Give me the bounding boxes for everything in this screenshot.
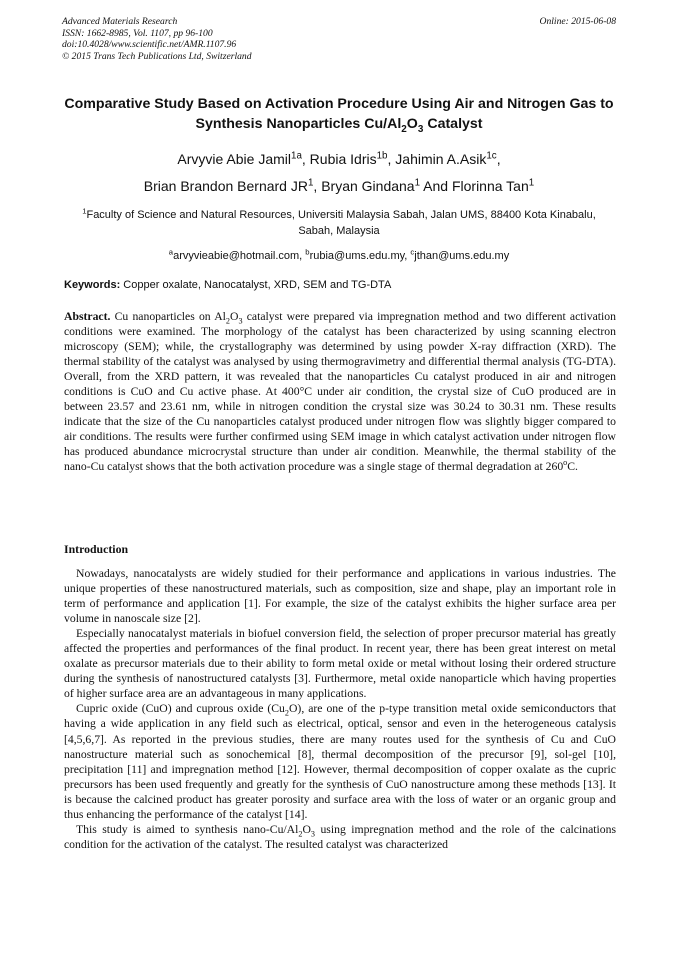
paragraph: Nowadays, nanocatalysts are widely studied for their performance and applications in various industries. The unique properties of these nanostructured materials, such as composition, size and shape, play an important role in term of performance and application [1]. For example, the size of the catalyst exhibits the higher surface area per volume in nanoscale size [2]. xyxy=(64,567,616,626)
journal-name: Advanced Materials Research xyxy=(62,16,178,27)
paragraph-text: using impregnation method and the role of the calcinations condition for the activation of the catalyst. The resulted catalyst was characterized xyxy=(64,822,617,851)
author-list xyxy=(30,146,648,200)
author-name: And Florinna Tan xyxy=(420,178,529,194)
degree-mark: o xyxy=(563,458,568,468)
author-affil-mark: 1 xyxy=(414,177,421,189)
keywords xyxy=(64,278,618,293)
section-heading-introduction: Introduction xyxy=(64,542,129,556)
author-name: Arvyvie Abie Jamil xyxy=(177,151,291,167)
abstract xyxy=(64,309,616,474)
author-affil-mark: 1 xyxy=(307,177,314,189)
paragraph-text: O), are one of the p-type transition metal oxide semiconductors that having a wide application in any field such as electrical, optical, sensor and even in the heterogeneous catalysis [4,5,6,7]. As reported in the previous studies, there are many routes used for the synthesis of Cu and CuO nanostructure material such as sonochemical [8], thermal decomposition of the precursor [9], sol-gel [10], precipitation [11] and impregnation method [12]. However, thermal decomposition of copper oxalate as the cupric precursors has been used frequently and greatly for the synthesis of CuO nanostructure among these methods [13]. It is because the calcined product has greater porosity and surface area with the loss of water or an organic group and thus enhancing the performance of the catalyst [14]. xyxy=(64,702,616,821)
paragraph-text: Cupric oxide (CuO) and cuprous oxide (Cu xyxy=(76,702,285,716)
author-affil-mark: 1c xyxy=(486,150,497,162)
abstract-text: catalyst were prepared via impregnation method and two different activation conditions were examined. The morphology of the catalyst has been characterized by using scanning electron microscopy (SEM); while, the crystallography was determined by using powder X-ray diffraction (XRD). The thermal stability of the catalyst was analysed by using thermogravimetry and differential thermal analysis (TG-DTA). Overall, from the XRD pattern, it was revealed that the nanoparticles Cu catalyst produced in air and nitrogen conditions is CuO and Cu active phase. At 400°C under air condition, the crystal size of CuO produced are in between 23.57 and 23.61 nm, while in nitrogen condition the crystal size was 30.24 to 30.31 nm. These results indicate that the size of the Cu nanoparticles catalyst produced under nitrogen flow was slightly bigger compared to air conditions. The results were further confirmed using SEM image in which catalyst activation under nitrogen flow has produced abundance microcrystal structure than under air condition. Meanwhile, the thermal stability of the nano-Cu catalyst shows that the both activation procedure was a single stage of thermal degradation at 260 xyxy=(64,310,616,473)
email-address[interactable]: rubia@ums.edu.my, xyxy=(309,250,411,262)
author-name: , Jahimin A.Asik xyxy=(387,151,487,167)
email-list xyxy=(64,249,614,264)
author-line-2 xyxy=(30,173,648,200)
paragraph-text: This study is aimed to synthesis nano-Cu/Al xyxy=(76,822,299,836)
journal-info xyxy=(62,16,616,62)
email-mark: a xyxy=(168,247,174,257)
abstract-text: O xyxy=(230,310,239,323)
copyright-line: © 2015 Trans Tech Publications Ltd, Switzerland xyxy=(62,50,252,62)
author-name: , Bryan Gindana xyxy=(313,178,415,194)
author-name: Brian Brandon Bernard JR xyxy=(143,178,308,194)
paragraph: Especially nanocatalyst materials in biofuel conversion field, the selection of proper precursor material has greatly affected the properties and performances of the final product. In recent year, there has been great interest on metal oxalate as precursor materials due to their ability to form metal oxide or metal without losing their ordered structure during the synthesis of nanostructured catalysts [3]. Furthermore, metal oxide nanoparticle which having properties of higher surface area are an advantageous in many applications. xyxy=(64,627,616,701)
keywords-label: Keywords: xyxy=(64,279,121,291)
affiliation-text: Faculty of Science and Natural Resources, Universiti Malaysia Sabah, Jalan UMS, 88400 Kota Kinabalu, Sabah, Malaysia xyxy=(86,209,596,237)
paper-title xyxy=(40,94,638,134)
abstract-sub: 3 xyxy=(238,316,243,326)
introduction-body xyxy=(64,566,616,852)
online-date: Online: 2015-06-08 xyxy=(539,16,616,27)
title-sub-1: 2 xyxy=(401,123,407,135)
title-text-1: Comparative Study Based on Activation Procedure Using Air and Nitrogen Gas to Synthesis Nanoparticles Cu/Al xyxy=(64,96,614,132)
paragraph xyxy=(64,822,616,852)
email-mark: c xyxy=(410,247,415,257)
paragraph-sub: 2 xyxy=(284,708,289,718)
title-text-3: Catalyst xyxy=(423,116,483,132)
author-separator: , xyxy=(496,151,501,167)
title-sub-2: 3 xyxy=(417,123,424,135)
author-affil-mark: 1b xyxy=(376,150,388,162)
author-affil-mark: 1 xyxy=(528,177,535,189)
author-affil-mark: 1a xyxy=(291,150,302,162)
author-line-1 xyxy=(30,146,648,173)
abstract-label: Abstract. xyxy=(64,310,111,323)
abstract-sub: 2 xyxy=(225,316,230,326)
paragraph-sub: 3 xyxy=(310,829,315,839)
affiliation-mark: 1 xyxy=(82,206,87,216)
author-name: , Rubia Idris xyxy=(301,151,377,167)
email-address[interactable]: arvyvieabie@hotmail.com, xyxy=(173,250,306,262)
affiliation xyxy=(64,207,614,239)
journal-header xyxy=(62,16,616,62)
paragraph xyxy=(64,701,616,821)
email-address[interactable]: jthan@ums.edu.my xyxy=(414,250,510,262)
doi-line: doi:10.4028/www.scientific.net/AMR.1107.96 xyxy=(62,39,237,50)
title-text-2: O xyxy=(406,116,418,132)
email-mark: b xyxy=(305,247,310,257)
keywords-text: Copper oxalate, Nanocatalyst, XRD, SEM and TG-DTA xyxy=(120,279,392,291)
abstract-text: C. xyxy=(567,460,578,473)
issn-line: ISSN: 1662-8985, Vol. 1107, pp 96-100 xyxy=(62,27,213,39)
abstract-text: Cu nanoparticles on Al xyxy=(110,310,226,323)
paragraph-text: O xyxy=(302,822,311,836)
paragraph-sub: 2 xyxy=(298,829,303,839)
